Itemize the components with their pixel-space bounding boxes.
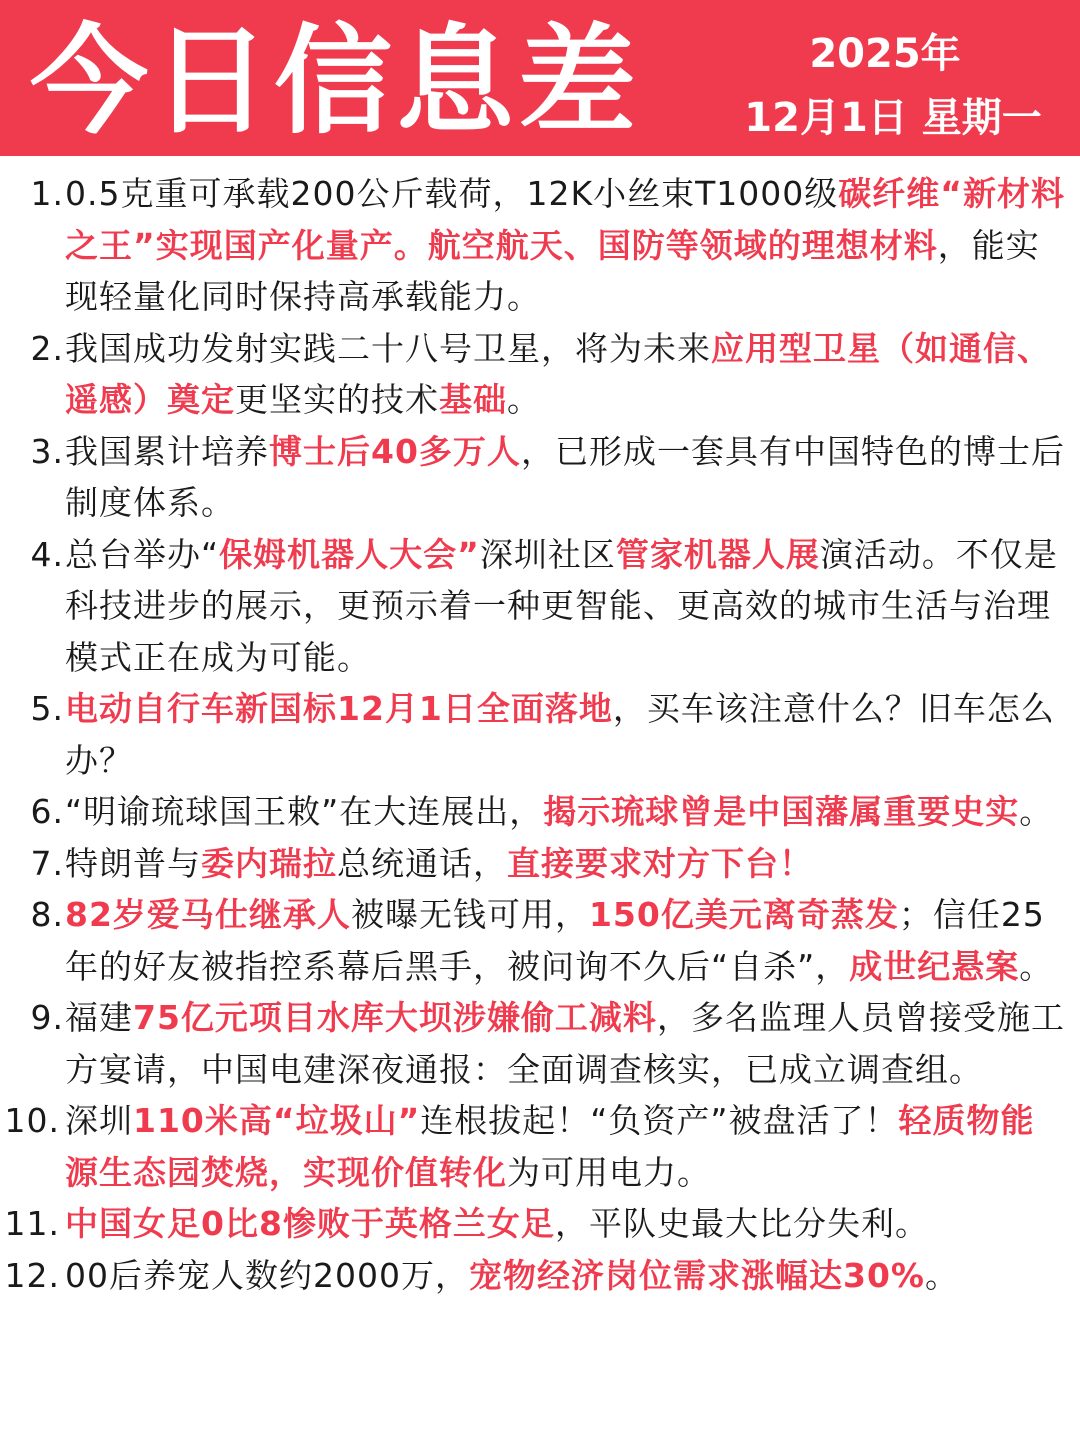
highlight-text: 82岁爱马仕继承人 [65, 895, 351, 934]
body-text: 福建 [65, 998, 133, 1037]
body-text: ，买车该注意什么？旧车怎么办？ [65, 689, 1055, 780]
highlight-text: 电动自行车新国标12月1日全面落地 [65, 689, 613, 728]
news-item [0, 1250, 1080, 1302]
news-item [0, 168, 1080, 323]
news-item [0, 683, 1080, 786]
highlight-text: 宠物经济岗位需求涨幅达30% [468, 1255, 925, 1295]
body-text: 演活动。不仅是科技进步的展示，更预示着一种更智能、更高效的城市生活与治理模式正在成为可能。 [65, 534, 1058, 677]
item-number: 12. [4, 1255, 60, 1295]
body-text: “明谕琉球国王敕”在大连展出， [65, 792, 544, 831]
body-text: 深圳 [65, 1101, 133, 1140]
body-text: 总统通话， [337, 843, 507, 883]
body-text: 。 [924, 1255, 959, 1295]
news-item [0, 786, 1080, 838]
news-item [0, 323, 1080, 426]
body-text: 连根拔起！“负资产”被盘活了！ [420, 1101, 899, 1140]
item-number: 10. [4, 1101, 60, 1140]
highlight-text: 轻质物能源生态园焚烧，实现价值转化 [65, 1101, 1035, 1192]
news-item [0, 529, 1080, 684]
news-item [0, 889, 1080, 992]
highlight-text: 委内瑞拉 [201, 843, 337, 883]
item-number: 5. [30, 689, 64, 728]
news-item [0, 1198, 1080, 1250]
body-text: 更坚实的技术 [235, 380, 439, 419]
news-item [0, 838, 1080, 890]
body-text: ，平队史最大比分失利。 [554, 1204, 929, 1243]
body-text: 。 [507, 380, 541, 419]
date-day: 12月1日 星期一 [744, 95, 1042, 141]
body-text: 00后养宠人数约2000万， [65, 1255, 469, 1295]
item-number: 11. [4, 1204, 60, 1243]
page-title: 今日信息差 [30, 12, 641, 150]
body-text: 深圳社区 [479, 534, 616, 574]
body-text: 被曝无钱可用， [350, 895, 589, 934]
date-year: 2025年 [809, 31, 961, 77]
news-item [0, 426, 1080, 529]
item-number: 6. [30, 792, 64, 831]
highlight-text: 博士后40多万人 [269, 431, 521, 471]
item-number: 7. [30, 843, 64, 883]
body-text: ，已形成一套具有中国特色的博士后制度体系。 [65, 431, 1065, 522]
header-banner [0, 0, 1080, 156]
highlight-text: 110米高“垃圾山” [133, 1101, 421, 1140]
item-number: 9. [30, 998, 64, 1037]
body-text: 。 [1019, 946, 1054, 986]
highlight-text: 中国女足0比8惨败于英格兰女足 [65, 1204, 555, 1243]
body-text: 特朗普与 [65, 843, 201, 883]
item-number: 1. [30, 174, 64, 213]
highlight-text: 直接要求对方下台！ [507, 843, 813, 883]
highlight-text: 基础 [439, 380, 507, 419]
news-item [0, 1095, 1080, 1198]
highlight-text: 150亿美元离奇蒸发 [588, 895, 899, 934]
item-number: 4. [30, 534, 64, 574]
item-number: 8. [30, 895, 64, 934]
news-list [0, 168, 1080, 1301]
body-text: 我国累计培养 [65, 431, 269, 471]
highlight-text: 成世纪悬案 [849, 946, 1020, 986]
highlight-text: 75亿元项目水库大坝涉嫌偷工减料 [133, 998, 657, 1037]
body-text: 总台举办“ [65, 534, 220, 574]
highlight-text: 管家机器人展 [615, 534, 820, 574]
body-text: ，能实现轻量化同时保持高承载能力。 [65, 225, 1040, 316]
highlight-text: 应用型卫星（如通信、遥感）奠定 [65, 328, 1051, 419]
body-text: 我国成功发射实践二十八号卫星，将为未来 [65, 328, 711, 368]
body-text: ，多名监理人员曾接受施工方宴请，中国电建深夜通报：全面调查核实，已成立调查组。 [65, 998, 1065, 1089]
body-text: ；信任25年的好友被指控系幕后黑手，被问询不久后“自杀”， [65, 895, 1045, 986]
news-item [0, 992, 1080, 1095]
highlight-text: 保姆机器人大会” [219, 534, 480, 574]
item-number: 3. [30, 431, 64, 471]
body-text: 。 [1019, 792, 1054, 831]
body-text: 为可用电力。 [507, 1152, 711, 1192]
highlight-text: 揭示琉球曾是中国藩属重要史实 [543, 792, 1020, 831]
item-number: 2. [30, 328, 64, 368]
highlight-text: 碳纤维“新材料之王”实现国产化量产。航空航天、国防等领域的理想材料 [65, 174, 1065, 265]
body-text: 0.5克重可承载200公斤载荷，12K小丝束T1000级 [65, 174, 839, 213]
